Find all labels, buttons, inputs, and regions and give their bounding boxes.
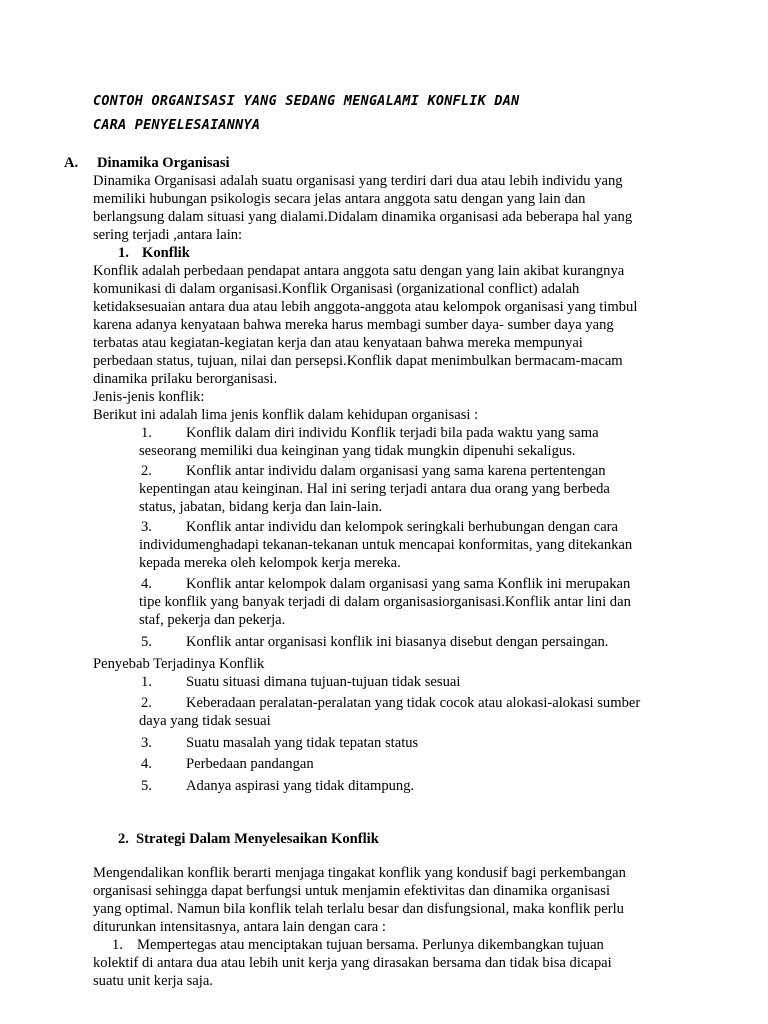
section-a-heading: Dinamika Organisasi bbox=[97, 155, 230, 171]
jenis-item-line: kepentingan atau keinginan. Hal ini sering terjadi antara dua orang yang berbeda bbox=[139, 481, 610, 497]
sub1-para-line: dinamika prilaku berorganisasi. bbox=[93, 371, 278, 387]
jenis-item-line: Konflik dalam diri individu Konflik terjadi bila pada waktu yang sama bbox=[186, 425, 599, 441]
sub2-para-line: yang optimal. Namun bila konflik telah terlalu besar dan disfungsional, maka konflik perlu bbox=[93, 901, 624, 917]
jenis-item-number: 3. bbox=[141, 519, 152, 535]
sub2-para-line: diturunkan intensitasnya, antara lain dengan cara : bbox=[93, 919, 386, 935]
jenis-item-line: Konflik antar organisasi konflik ini biasanya disebut dengan persaingan. bbox=[186, 634, 609, 650]
section-a-para-line: berlangsung dalam situasi yang dialami.Didalam dinamika organisasi ada beberapa hal yang bbox=[93, 209, 633, 225]
jenis-item-line: staf, pekerja dan pekerja. bbox=[139, 612, 286, 628]
penyebab-item-line: Keberadaan peralatan-peralatan yang tidak cocok atau alokasi-alokasi sumber bbox=[186, 695, 641, 711]
penyebab-item-line: daya yang tidak sesuai bbox=[139, 713, 271, 729]
section-a-para-line: sering terjadi ,antara lain: bbox=[93, 227, 243, 243]
penyebab-item-line: Suatu masalah yang tidak tepatan status bbox=[186, 735, 419, 751]
document-title-line-2: CARA PENYELESAIANNYA bbox=[93, 118, 261, 133]
sub1-para-line: perbedaan status, tujuan, nilai dan persepsi.Konflik dapat menimbulkan bermacam-macam bbox=[93, 353, 623, 369]
jenis-item-line: Konflik antar individu dan kelompok seringkali berhubungan dengan cara bbox=[186, 519, 619, 535]
jenis-item-number: 4. bbox=[141, 576, 152, 592]
sub1-number: 1. bbox=[118, 245, 129, 261]
jenis-item-line: tipe konflik yang banyak terjadi di dalam organisasiorganisasi.Konflik antar lini dan bbox=[139, 594, 631, 610]
sub1-para-line: Konflik adalah perbedaan pendapat antara anggota satu dengan yang lain akibat kurangnya bbox=[93, 263, 625, 279]
sub2-para-line: organisasi sehingga dapat berfungsi untuk menjamin efektivitas dan dinamika organisasi bbox=[93, 883, 611, 899]
jenis-item-line: individumenghadapi tekanan-tekanan untuk mencapai konformitas, yang ditekankan bbox=[139, 537, 633, 553]
jenis-item-line: Konflik antar kelompok dalam organisasi yang sama Konflik ini merupakan bbox=[186, 576, 631, 592]
jenis-intro: Berikut ini adalah lima jenis konflik dalam kehidupan organisasi : bbox=[93, 407, 479, 423]
sub1-para-line: terbatas atau kegiatan-kegiatan kerja dan atau kenyataan bahwa mereka mempunyai bbox=[93, 335, 583, 351]
penyebab-item-number: 4. bbox=[141, 756, 152, 772]
section-a-letter: A. bbox=[64, 155, 79, 171]
penyebab-item-line: Perbedaan pandangan bbox=[186, 756, 314, 772]
sub2-item-number: 1. bbox=[112, 937, 123, 953]
sub2-item-line: kolektif di antara dua atau lebih unit kerja yang dirasakan bersama dan tidak bisa dicapai bbox=[93, 955, 612, 971]
penyebab-item-line: Suatu situasi dimana tujuan-tujuan tidak sesuai bbox=[186, 674, 461, 690]
jenis-item-line: seseorang memiliki dua keinginan yang tidak mungkin dipenuhi sekaligus. bbox=[139, 443, 576, 459]
penyebab-item-number: 5. bbox=[141, 778, 152, 794]
section-a-para-line: memiliki hubungan psikologis secara jelas antara anggota satu dengan yang lain dan bbox=[93, 191, 586, 207]
sub1-heading: Konflik bbox=[142, 245, 190, 261]
jenis-item-line: kepada mereka oleh kelompok kerja mereka. bbox=[139, 555, 401, 571]
penyebab-item-number: 2. bbox=[141, 695, 152, 711]
section-a-para-line: Dinamika Organisasi adalah suatu organisasi yang terdiri dari dua atau lebih individu yang bbox=[93, 173, 623, 189]
penyebab-label: Penyebab Terjadinya Konflik bbox=[93, 656, 265, 672]
jenis-item-line: status, jabatan, bidang kerja dan lain-lain. bbox=[139, 499, 383, 515]
jenis-item-line: Konflik antar individu dalam organisasi yang sama karena pertentengan bbox=[186, 463, 606, 479]
penyebab-item-number: 1. bbox=[141, 674, 152, 690]
sub2-item-line: Mempertegas atau menciptakan tujuan bersama. Perlunya dikembangkan tujuan bbox=[137, 937, 604, 953]
jenis-item-number: 2. bbox=[141, 463, 152, 479]
penyebab-item-number: 3. bbox=[141, 735, 152, 751]
jenis-item-number: 5. bbox=[141, 634, 152, 650]
sub1-para-line: ketidaksesuaian antara dua atau lebih anggota-anggota atau kelompok organisasi yang timbul bbox=[93, 299, 638, 315]
document-title-line-1: CONTOH ORGANISASI YANG SEDANG MENGALAMI KONFLIK DAN bbox=[93, 94, 520, 109]
sub2-item-line: suatu unit kerja saja. bbox=[93, 973, 213, 989]
jenis-label: Jenis-jenis konflik: bbox=[93, 389, 205, 405]
jenis-item-number: 1. bbox=[141, 425, 152, 441]
penyebab-item-line: Adanya aspirasi yang tidak ditampung. bbox=[186, 778, 415, 794]
sub2-number: 2. bbox=[118, 831, 129, 847]
sub2-heading: Strategi Dalam Menyelesaikan Konflik bbox=[136, 831, 379, 847]
sub2-para-line: Mengendalikan konflik berarti menjaga tingakat konflik yang kondusif bagi perkembangan bbox=[93, 865, 626, 881]
sub1-para-line: karena adanya kenyataan bahwa mereka harus membagi sumber daya- sumber daya yang bbox=[93, 317, 614, 333]
sub1-para-line: komunikasi di dalam organisasi.Konflik Organisasi (organizational conflict) adalah bbox=[93, 281, 580, 297]
